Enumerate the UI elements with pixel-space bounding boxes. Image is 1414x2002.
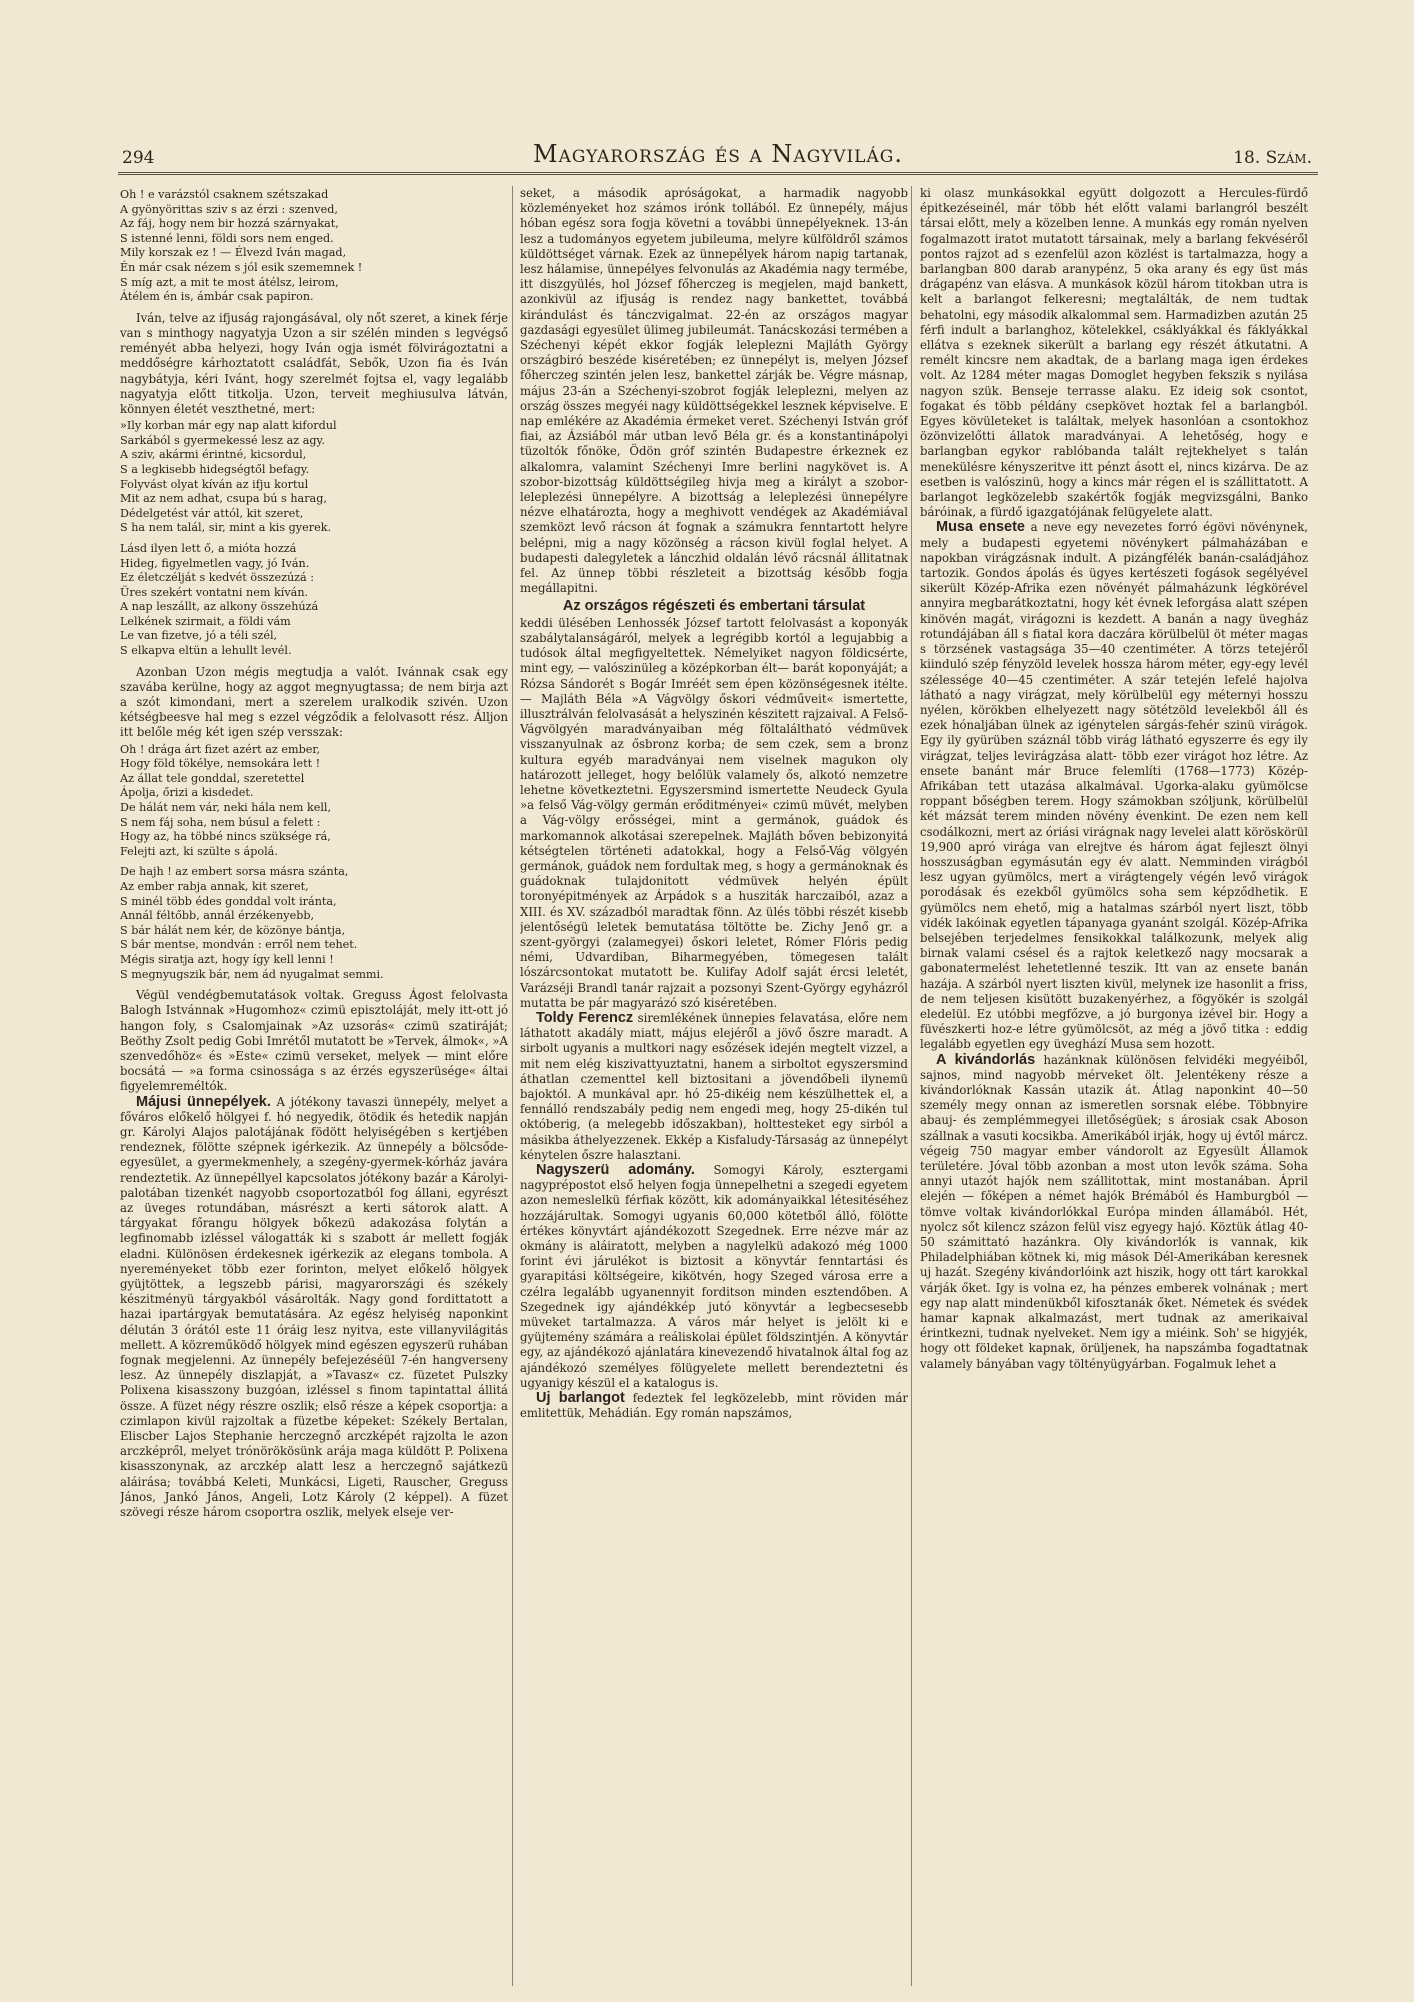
poem-line: Hideg, figyelmetlen vagy, jó Iván. (120, 556, 310, 570)
poem-line: Lásd ilyen lett ő, a mióta hozzá (120, 541, 297, 555)
article-body: fedeztek fel legközelebb, mint röviden már emlitettük, Mehádián. Egy román napszámos, (520, 1391, 908, 1421)
paragraph: Azonban Uzon mégis megtudja a valót. Ivánnak csak egy szavába kerülne, hogy az aggot megnyugtassa; de nem birja azt a szót kimondani, mert a szerelem uralkodik szivén. Uzon kétségbeesve hal meg s ezzel végződik a felolvasott rész. Álljon itt belőle még két igen szép versszak: (120, 664, 508, 740)
poem-line: S istenné lenni, földi sors nem enged. (120, 231, 334, 245)
poem-line: S ha nem talál, sir, mint a kis gyerek. (120, 521, 332, 535)
paragraph: seket, a második apróságokat, a harmadik nagyobb közleményeket hoz számos irónk tollából. Ez ünnepély, május hóban egész sora fogja követni a további ünnepélyeknek. 13-án lesz a tudományos egyetem jubileuma, melyre külföldről számos küldöttséget várnak. Ezek az ünnepélyek három napig tartanak, lesz hálamise, ünnepélyes felvonulás az Akadémia nagy termébe, itt diszgyülés, hol József főherczeg is megjelen, majd bankett, azonkivül az ifjuság is rendez nagy bankettet, továbbá kirándulást és tánczvigalmat. 22-én az országos magyar gazdasági egyesület ülimeg jubileumát. Tanácskozási termében a Széchenyi képét ekkor fogják leleplezni Majláth György országbiró beszéde kiséretében; ez ünnepélyt is, melyen József főherczeg szintén jelen lesz, bankettel zárják be. Végre másnap, május 23-án a Széchenyi-szobrot fogják leleplezni, melyen az ország összes megyéi nagy küldöttségekkel lesznek képviselve. E nap emlékére az Akadémia érmeket veret. Széchenyi István gróf fiai, az Ázsiából már utban levő Béla gr. és a konstantinápolyi tüzoltók főnöke, Ödön gróf szintén Budapestre érkeznek ez alkalomra, valamint Széchenyi Imre berlini nagykövet is. A szobor-bizottság küldöttségileg hivja meg a királyt a szobor-leleplezési ünnepélyre. A bizottság a leleplezési ünnepélyre nézve elhatározta, hogy a meghivott vendégek az Akadémiával szemközt levő rácson át fognak a számukra fenntartott helyre belépni, mig a nagy közönség a rácson kivül foglal helyet. A budapesti dalegyletek a lánczhid oldalán lévő rácsnál állitatnak fel. Az ünnep többi részleteit a bizottság később fogja megállapitni. (520, 186, 908, 596)
column-1 (120, 186, 508, 1986)
poem-line: S minél több édes gonddal volt iránta, (120, 894, 337, 908)
column-2 (520, 186, 908, 1986)
poem-line: S míg azt, a mit te most átélsz, leirom, (120, 275, 339, 289)
poem-line: S bár hálát nem kér, de közönye bántja, (120, 923, 346, 937)
article-heading: Májusi ünnepélyek. (136, 1093, 271, 1110)
issue-number: 18. Szám. (1233, 148, 1312, 168)
poem-line: Ápolja, őrizi a kisdedet. (120, 786, 254, 800)
article-body: hazánknak különösen felvidéki megyéiből, sajnos, mind nagyobb mérveket ölt. Jelentékeny része a kivándorlóknak Kassán utazik át. Átlag naponkint 40—50 személy megy onnan az ismeretlen sorsnak elébe. Többnyire abauj- és zemplémmegyei illetőségüek; s árosiak csak Aboson szállnak a vasuti kocsikba. Amerikából irják, hogy uj évtől márcz. végeig 750 magyar ember vándorolt az Egyesült Államok területére. Jóval több azonban a most uton levők száma. Soha annyi utazót hajók nem szállitottak, mint mostanában. Ápril elején — főképen a német hajók Brémából és Hamburgból — tömve voltak kivándorlókkal Európa minden államából. Hét, nyolcz sőt kilencz százon felül visz egyegy hajó. Köztük átlag 40-50 számittató hazánkra. Oly kivándorlók is vannak, kik Philadelphiában kötnek ki, mig mások Dél-Amerikában keresnek uj hazát. Szegény kivándorlóink azt hiszik, hogy ott tárt karokkal várják őket. Igy is volna ez, ha pénzes emberek volnának ; mert egy nap alatt mindenükből kifosztanák őket. Németek és svédek hamar kapnak alkalmazást, mert tudnak az amerikaival érintkezni, tudnak nyelveket. Nem igy a miéink. Soh' se higyjék, hogy ott földeket kapnak, örüljenek, ha napszámba fogadtatnak valamely bányában vagy töltényügyárban. Fogalmuk lehet a (920, 1052, 1308, 1371)
poem-line: Folyvást olyat kíván az ifju kortul (120, 477, 309, 491)
page-number: 294 (122, 148, 155, 168)
poem-line: A gyönyörittas sziv s az érzi : szenved, (120, 202, 338, 216)
poem-line: Az állat tele gonddal, szeretettel (120, 771, 305, 785)
column-3 (920, 186, 1308, 1986)
article-paragraph (120, 1095, 508, 1521)
poem-line: Én már csak nézem s jól esik szememnek ! (120, 260, 363, 274)
poem-line: Az fáj, hogy nem bir hozzá szárnyakat, (120, 217, 339, 231)
article-heading: A kivándorlás (936, 1051, 1036, 1068)
poem-line: Az ember rabja annak, kit szeret, (120, 880, 309, 894)
column-rule (911, 186, 912, 1986)
poem-line: Hogy az, ha többé nincs szüksége rá, (120, 830, 331, 844)
poem-line: Üres szekért vontatni nem kíván. (120, 585, 309, 599)
poem-line: S a legkisebb hidegségtől befagy. (120, 462, 310, 476)
poem-line: Átélem én is, ámbár csak papiron. (120, 290, 314, 304)
article-heading: Musa ensete (936, 519, 1025, 536)
poem-line: A sziv, akármi érintné, kicsordul, (120, 448, 307, 462)
poem-line: Mégis siratja azt, hogy így kell lenni ! (120, 953, 334, 966)
article-heading: Uj barlangot (536, 1390, 625, 1407)
article-body: Somogyi Károly, esztergami nagyprépostot első helyen fogja ünnepelhetni a szegedi egyetem azon nemeslelkü férfiak között, kik adományaikkal létesitéséhez hozzájárultak. Somogyi ugyanis 60,000 kötetből álló, fölötte értékes könyvtárt ajándékozott Szegednek. Erre nézve már az okmány is aláiratott, melyben a nagylelkü adakozó még 1000 forint évi járulékot is biztosit a könyvtár fenntartási és gyarapitási költségeire, kikötvén, hogy Szeged városa erre a czélra legalább ugyanennyit forditson minden esztendőben. A Szegednek igy ajándékkép jutó könyvtár a legbecsesebb müveket tartalmazza. A város már helyet is jelölt ki e gyüjtemény számára a reáliskolai épület földszintjén. A könyvtár egy, az ajándékozó ajánlatára kinevezendő hivatalnok által fog az ajándékozó személyes fölügyelete mellett berendeztetni és ugyanigy készül el a katalogus is. (520, 1163, 908, 1390)
poem-line: Lelkének szirmait, a földi vám (120, 614, 291, 628)
poem-stanza (120, 865, 508, 982)
poem-line: De hajh ! az embert sorsa másra szánta, (120, 865, 349, 879)
article-body: siremlékének ünnepies felavatása, előre nem láthatott akadály miatt, május elejéről a jövő őszre maradt. A sirbolt ugyanis a multkori nagy esőzések idején megtelt vizzel, a mit nem elég kiszivattyuztatni, hanem a sirboltot egyszersmind áthatlan czementtel kell biztositani a jövendőbeli ilynemü bajoktól. A munkával apr. hó 25-dikéig nem készülhettek el, a fennálló rendszabály pedig nem engedi meg, hogy 25-dikén tul októberig, (a melegebb időszakban), holttesteket egy sirból a másikba áthelyezzenek. Ekkép a Kisfaludy-Társaság az ünnepélyt kénytelen őszre halasztani. (520, 1010, 908, 1162)
poem-line: A nap leszállt, az alkony összehúzá (120, 600, 319, 614)
poem-line: Felejti azt, ki szülte s ápolá. (120, 844, 278, 858)
paragraph: ki olasz munkásokkal együtt dolgozott a Hercules-fürdő épitkezéseinél, már több hét előtt valami barlangról beszélt társai előtt, mely a közelben lenne. A munkás egy román nyelven fogalmazott iratot mutatott társainak, mely a barlang fekvéséről pontos rajzot ad s ezenfelül azon közlést is tartalmazza, hogy a barlangban 800 darab aranypénz, 5 oka arany és egy üst más drágapénz van elásva. A munkások közül három titokban utra is kelt a barlangot felkeresni; megtalálták, de nem tudtak behatolni, egy második alkalommal sem. Harmadizben azután 25 férfi indult a barlanghoz, kötelekkel, csáklyákkal és fáklyákkal ellátva s ezeknek sikerült a barlang egy részét átkutatni. A remélt kincsre nem akadtak, de a barlang maga igen érdekes volt. Az 1284 méter magas Domoglet hegyben fekszik s nyilása nagyon szük. Benseje terrasse alaku. Ez ideig sok csontot, fogakat és több példány csepkövet hoztak fel a barlangból. Egyes kövületeket is találtak, melyek hasonlóan a csontokhoz özönvizelőtti állatok maradványai. A lehetőség, hogy e barlangban egykor rablóbanda talált rejtekhelyet s talán menekülésre kényszeritve itt pénzt ásott el, nincs kizárva. De az esetben is valószinü, hogy a kincs már régen el is szállittatott. A barlangot legközelebb szakértők fogják megvizsgálni, Banko báróinak, a fürdő igazgatójának felügyelete alatt. (920, 186, 1308, 520)
paragraph: Iván, telve az ifjuság rajongásával, oly nőt szeret, a kinek férje van s minthogy nagyatyja Uzon a sir szélén minden s legvégső reményét abba helyezi, hogy Iván ogja ismét fölvirágoztatni a meddőségre kárhoztatott családfát, Sebők, Uzon fia és Iván nagybátyja, kéri Ivánt, hogy szerelmét fojtsa el, vagy legalább nagyatyja előtt titkolja. Uzon, terveit meghiusulva látván, könnyen életét veszthetné, mert: (120, 310, 508, 416)
article-heading: Toldy Ferencz (536, 1009, 634, 1026)
poem-line: Hogy föld tökélye, nemsokára lett ! (120, 757, 321, 771)
poem-line: Annál féltőbb, annál érzékenyebb, (120, 909, 315, 923)
poem-line: Mit az nem adhat, csupa bú s harag, (120, 492, 327, 506)
article-paragraph (520, 1163, 908, 1391)
poem-line: Le van fizetve, jó a téli szél, (120, 629, 278, 643)
poem-stanza (120, 419, 508, 536)
poem-line: Mily korszak ez ! — Élvezd Iván magad, (120, 246, 347, 260)
article-body: a neve egy nevezetes forró égövi növénynek, mely a budapesti egyetemi növénykert pálmaházában e napokban virágzásnak indult. A pizángfélék banán-családjához tartozik. Gondos ápolás és ügyes kertészeti fogások segélyével sikerült Közép-Afrika ezen növényét pálmaházunk légkörével annyira megbarátkoztatni, hogy két évnek leforgása alatt szépen kinövén magát, virágozni is kezdett. A banán a nagy üvegház rotundájában áll s fiatal kora daczára körülbelül öt méter magas s törzsének vastagsága 35—40 czentiméter. A törzs tetejéről kiinduló szép fényzöld levelek hossza három méter, egy-egy levél szélessége 40—45 czentiméter. A szár tetején lefelé hajolva látható a nagy virágzat, mely körülbelül egy méternyi hosszu nyélen, körökben elhelyezett nagy sötétzöld levelekből áll és ezek hónaljában ülnek az igénytelen sárgás-fehér szinü virágok. Egy ily gyürüben száznál több virág látható egyszerre és egy ily virágzat, teljes levirágzása alatt- több ezer virágot hoz létre. Az ensete banánt már Bruce felemlíti (1768—1773) Közép-Afrikában tett utazása alkalmával. Ugorka-alaku gyümölcse roppant bőségben terem. Hogy számokban szóljunk, körülbelül két mázsát terem minden növény évenkint. De ezen nem kell csodálkozni, mert az óriási virágnak nagy levelei alatt köröskörül 19,900 apró virága van elrejtve és három ágat fejleszt ölnyi hosszuságban egymásután egy év alatt. Nemminden virágból lesz ugyan gyümölcs, mert a virágtengely végén levő virágok porodásak és ezekből gyümölcs soha sem képződhetik. E gyümölcs nem ehető, mig a hatalmas szárból nyert liszt, több vidék lakóinak egyetlen tápanyaga gyanánt szolgál. Közép-Afrika belsejében terjedelmes fensikokkal találkozunk, melyek alig birnak valami csésel és a rajtok keletkező nagy mocsarak a gabonatermelést lehetetlenné teszik. Itt van az ensete banán hazája. A szárból nyert liszten kivül, melynek ize hasonlit a friss, de nem teljesen kisütött buzakenyérhez, a fögyökér is szolgál eledelül. Ez utóbbi megfőzve, a jó burgonya izével bir. Hogy a füvészkerti hoz-e létre gyümölcsöt, az még a jövő titka : eddig legalább egyetlen egy üveghází Musa sem hozott. (920, 520, 1308, 1052)
article-paragraph (920, 1053, 1308, 1372)
poem-line: S bár mentse, mondván : erről nem tehet. (120, 938, 358, 952)
column-rule (512, 186, 513, 1986)
poem-line: Oh ! e varázstól csaknem szétszakad (120, 188, 329, 201)
poem-line: S elkapva eltün a lehullt levél. (120, 644, 292, 658)
poem-line: S megnyugszik bár, nem ád nyugalmat semmi. (120, 967, 384, 981)
paragraph: keddi ülésében Lenhossék József tartott felolvasást a koponyák szabálytalanságáról, melyek a legrégibb kortól a legujabbig a tudósok által megfigyeltettek. Némelyiket nagyon földicsérte, mint egy, — valószinüleg a középkorban élt— barát koponyáját; a Rózsa Sándorét s Bogár Imréét sem épen közönségesnek itélte. — Majláth Béla »A Vágvölgy őskori védműveit« ismertette, illusztrálván felolvasását a helyszinén készitett rajzaival. A Felső-Vágvölgyén maradványaiban még föltaláltható védmüvek visszanyulnak az ősbronz korba; de sem czek, sem a bronz kultura egyéb maradványai nem viselnek magukon oly határozott jelleget, hogy belőlük valamely ős, alkotó nemzetre lehetne következtetni. Egyszersmind ismertette Neudeck Gyula »a felső Vág-völgy germán erőditményei« czimü müvét, melyben a Vág-völgy erősségei, mint a germánok, guádok és markomannok alkotásai szerepelnek. Majláth bőven bebizonyitá kétségtelen történeti adatokkal, hogy a Felső-Vág völgyén germánok, guádok nem fordultak meg, s hogy a germánoknak és guádoknak tulajdonitott védmüvek helyén épült toronyépitmények az Árpádok s a husziták harczaiból, azaz a XIII. és XV. századból maradtak fönn. Az ülés többi részét kisebb jelentőségü leletek bemutatása töltötte be. Zichy Jenő gr. a szent-györgyi (zalamegyei) őskori leletet, Rómer Flóris pedig némi, Udvardiban, Biharmegyében, tömegesen talált lószárcsontokat mutatott be. Kulifay Adolf saját ércsi leletét, Varázséji Brandl tanár rajzait a pozsonyi Szent-György egyházról mutatta be pár magyarázó szó kiséretében. (520, 615, 908, 1010)
poem-line: Dédelgetést vár attól, kit szeret, (120, 506, 304, 520)
poem-stanza (120, 542, 508, 659)
article-body: A jótékony tavaszi ünnepély, melyet a főváros előkelő hölgyei f. hó negyedik, ötödik és hetedik napján gr. Károlyi Alajos palotájának födött helyiségében s kertjében rendeznek, fölötte szépnek igérkezik. Az ünnepély a bölcsőde-egyesület, a gyermekmenhely, a szegény-gyermek-kórház javára rendeztetik. Az ünnepéllyel kapcsolatos jótékony bazár a Károlyi-palotában tizenkét nagyobb csoportozatból fog állani, egyrészt az üveges rotundában, másrészt a kerti sátorok alatt. A tárgyakat főrangu hölgyek bőkezü adakozása folytán a legfinomabb izléssel válogatták ki s szabott ár mellett fogják eladni. Különösen érdekesnek igérkezik az elegans tombola. A nyereményeket több ezer forinton, melyet előkelő hölgyek gyüjtöttek, a legszebb párisi, magyarországi és székely készitményü tárgyakból vásárolták. Nagy gond fordittatott a hazai ipartárgyak bemutatására. Az egész helyiség naponkint délután 3 órától este 11 óráig lesz nyitva, este villanyvilágitás mellett. A közreműködő hölgyek mind egészen egyszerü ruhában fognak megjelenni. Az ünnepély befejezéséül 7-én hangverseny lesz. Az ünnepély diszlapját, a »Tavasz« cz. füzetet Pulszky Polixena kisasszony buzgóan, izléssel s finom tapintattal állitá össze. A füzet négy részre oszlik; első része a képek csoportja: a czimlapon kivül rajzoltak a füzetbe képeket: Székely Bertalan, Eliscber Lajos Stephanie herczegnő arczképét rajzolta le azon arczképről, melyet trónörökösünk arája maga küldött P. Polixena kisasszonynak, az arczkép alatt lesz a herczegnő sajátkezü aláirása; továbbá Keleti, Munkácsi, Ligeti, Rauscher, Greguss János, Jankó János, Angeli, Lotz Károly (2 képpel). A füzet szövegi része három csoportra oszlik, melyek elseje ver- (120, 1094, 508, 1520)
page-header (118, 138, 1318, 175)
poem-line: »Ily korban már egy nap alatt kifordul (120, 419, 337, 433)
poem-stanza (120, 743, 508, 860)
paragraph: Végül vendégbemutatások voltak. Greguss Ágost felolvasta Balogh Istvánnak »Hugomhoz« czimü episztoláját, mely itt-ott jó hangon foly, s Csalomjainak »Az uzsorás« czimü szatiráját; Beöthy Zsolt pedig Gobi Imrétől mutatott be »Tervek, álmok«, »A szenvedőhöz« és »Este« czimü verseket, melyek — mint előre bocsátá — »a forma csinossága s az érzés egyszerüsége« áltai figyelemreméltók. (120, 988, 508, 1094)
article-paragraph (920, 520, 1308, 1052)
poem-line: S nem fáj soha, nem búsul a felett : (120, 815, 321, 829)
poem-stanza (120, 188, 508, 305)
article-heading: Az országos régészeti és embertani társulat (562, 598, 866, 615)
article-heading: Nagyszerü adomány. (536, 1162, 695, 1178)
article-paragraph (520, 1011, 908, 1163)
poem-line: Ez életczélját s kedvét összezúzá : (120, 571, 315, 585)
masthead-title: Magyarország és a Nagyvilág. (533, 140, 903, 168)
poem-line: De hálát nem vár, neki hála nem kell, (120, 801, 332, 815)
article-paragraph (520, 1391, 908, 1421)
poem-line: Oh ! drága árt fizet azért az ember, (120, 742, 321, 756)
poem-line: Sarkából s gyermekessé lesz az agy. (120, 433, 325, 447)
